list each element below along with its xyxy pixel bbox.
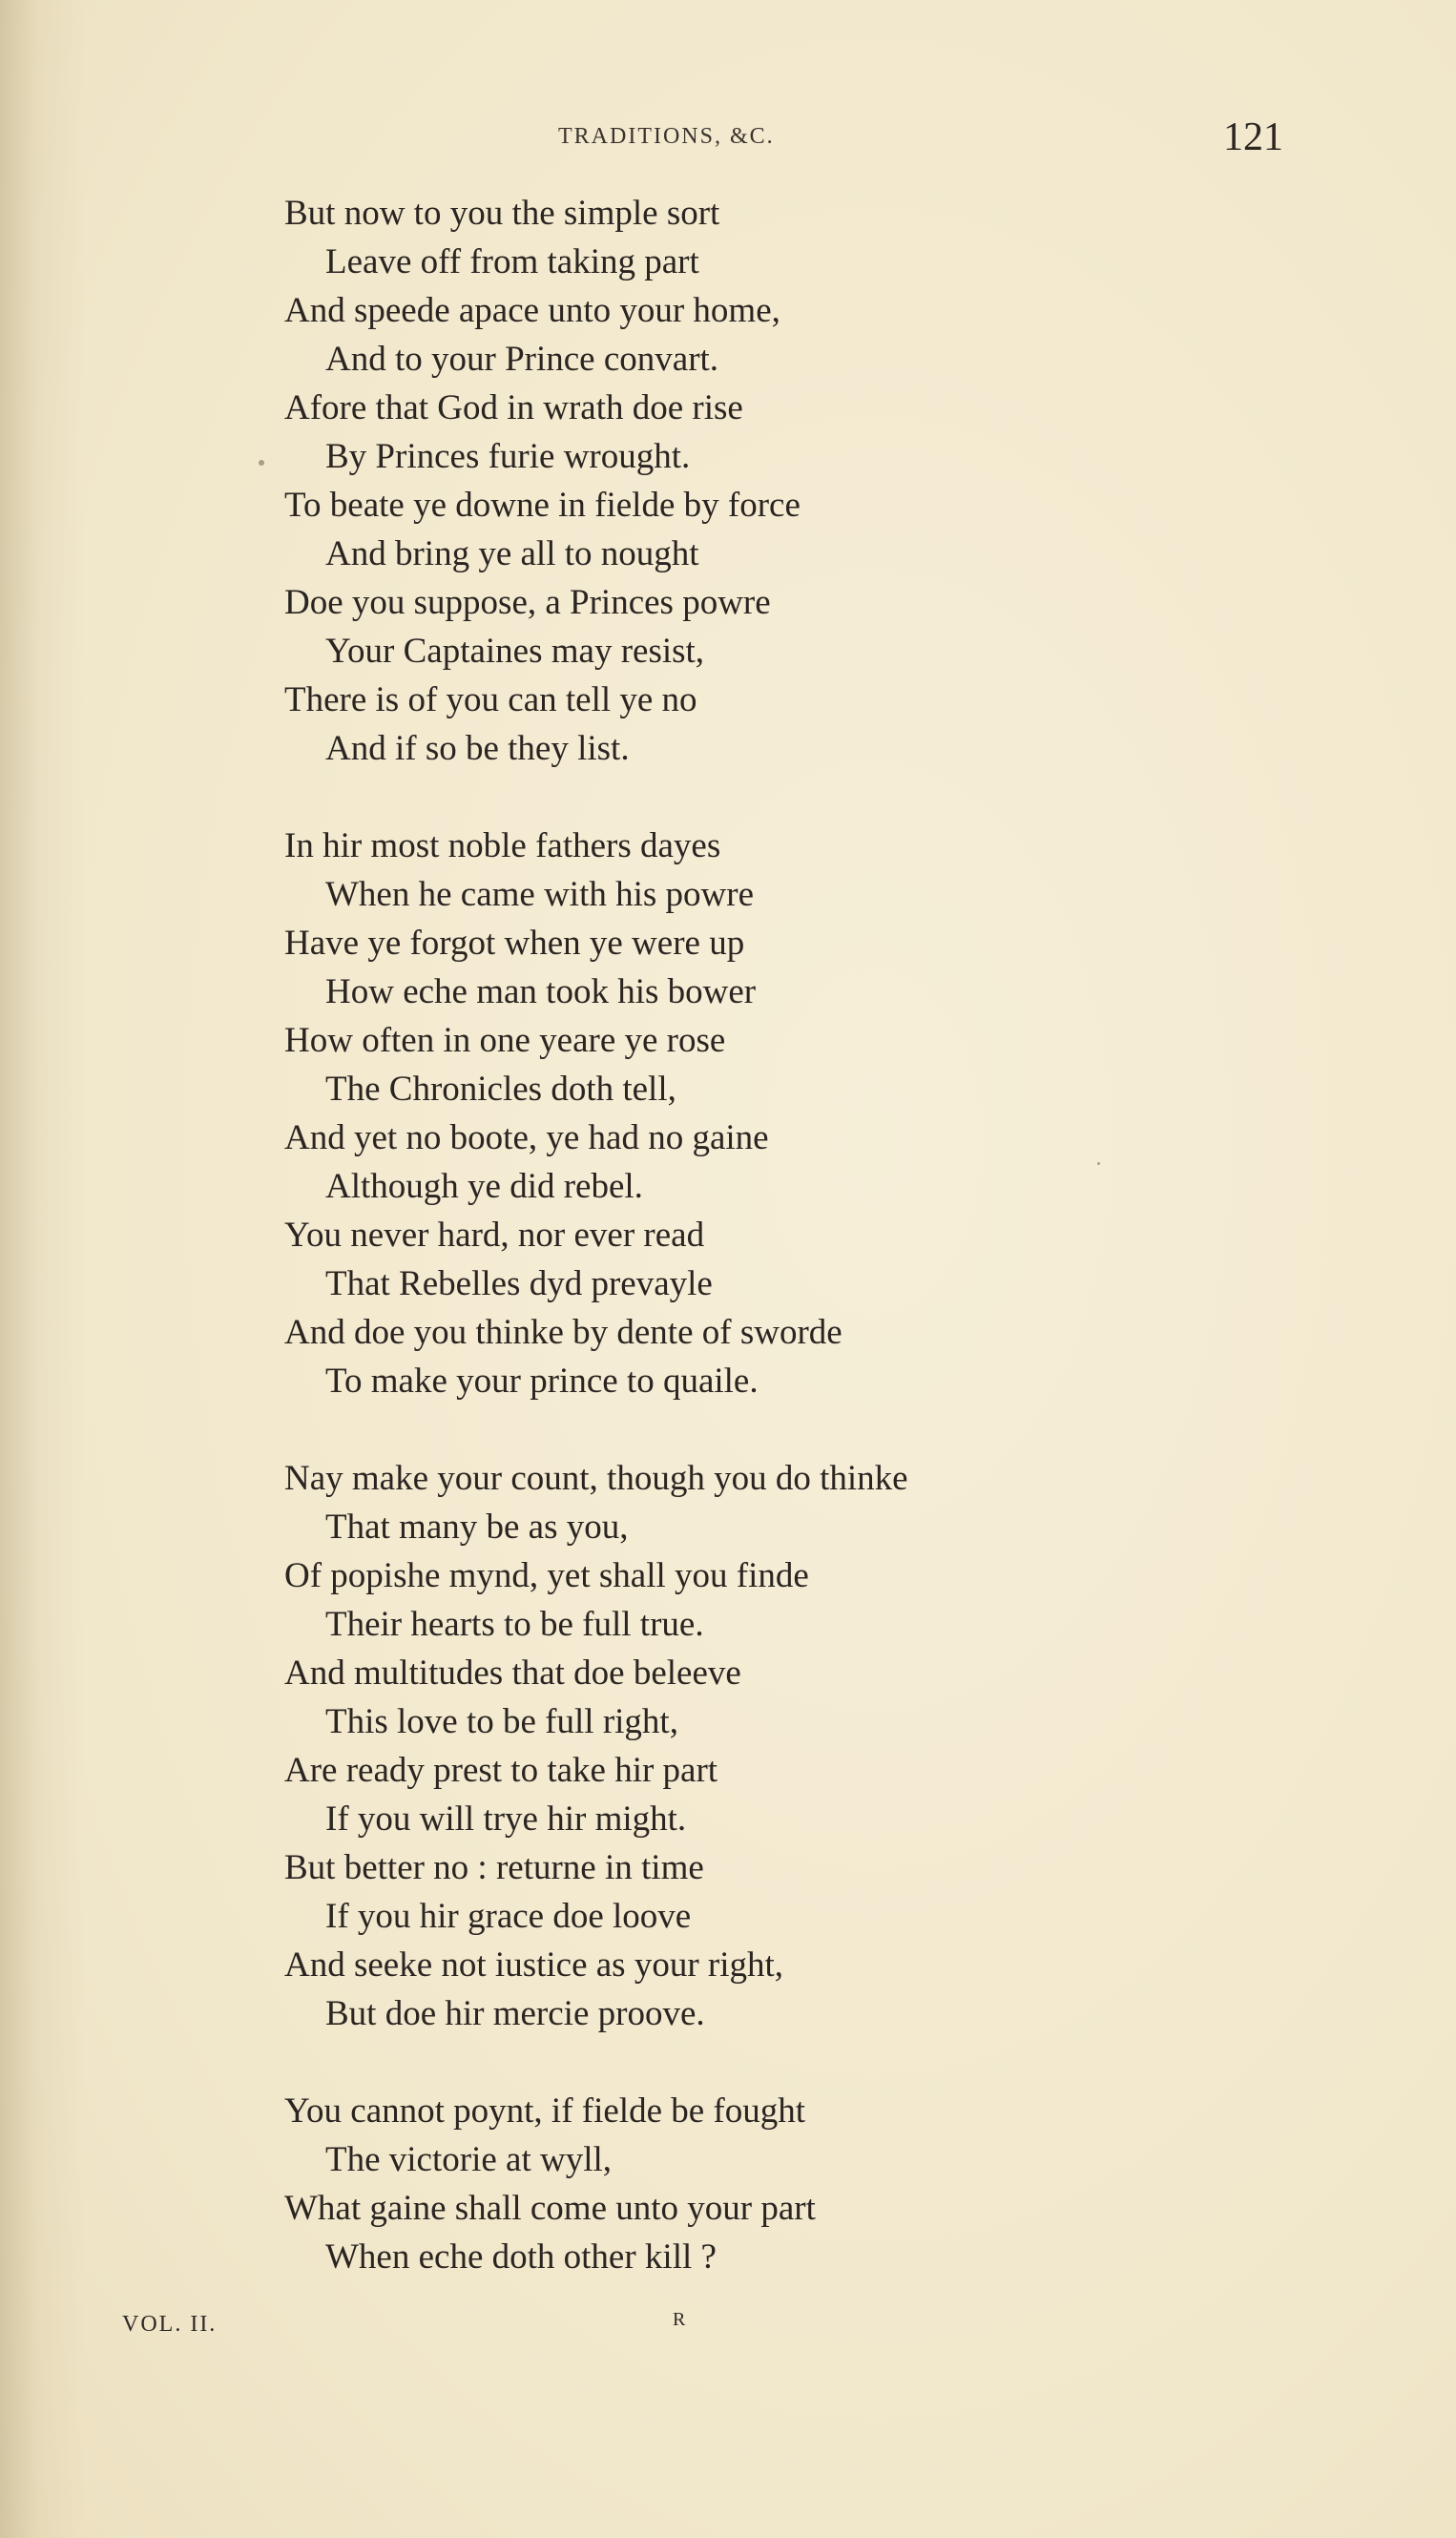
poem-line: To beate ye downe in fielde by force [284,486,801,525]
poem-line: There is of you can tell ye no [284,680,697,719]
poem-line: The victorie at wyll, [325,2140,613,2179]
poem-line: And if so be they list. [325,729,630,768]
poem-line: Nay make your count, though you do thinke [284,1459,908,1498]
poem-line: The Chronicles doth tell, [325,1070,676,1109]
poem-line: If you will trye hir might. [325,1799,687,1839]
poem-line: But doe hir mercie proove. [325,1994,705,2033]
poem-line: And seeke not iustice as your right, [284,1945,784,1985]
signature-mark: R [673,2309,686,2330]
poem-line: Are ready prest to take hir part [284,1751,718,1790]
poem-line: If you hir grace doe loove [325,1897,692,1936]
poem-line: This love to be full right, [325,1702,678,1741]
poem-line: But now to you the simple sort [284,194,720,233]
page-number: 121 [1223,115,1283,159]
poem-line: You never hard, nor ever read [284,1216,705,1255]
poem-line: Doe you suppose, a Princes powre [284,583,771,622]
paper-speck [1097,1162,1100,1165]
poem-line: And doe you thinke by dente of sworde [284,1313,842,1352]
poem-line: In hir most noble fathers dayes [284,826,721,865]
poem-line: Your Captaines may resist, [325,632,705,671]
poem-line: By Princes furie wrought. [325,437,691,476]
poem-line: And multitudes that doe beleeve [284,1654,741,1693]
poem-line: You cannot poynt, if fielde be fought [284,2091,806,2131]
poem-line: How often in one yeare ye rose [284,1021,726,1060]
stanza-3 [284,1454,1334,2038]
poem-line: And bring ye all to nought [325,534,699,573]
poem-line: That many be as you, [325,1508,629,1547]
page-header [0,114,1456,172]
poem-line: But better no : returne in time [284,1848,704,1887]
running-head: TRADITIONS, &C. [558,124,775,149]
poem-line: That Rebelles dyd prevayle [325,1264,713,1303]
poem-line: Although ye did rebel. [325,1167,643,1206]
volume-marker: VOL. II. [122,2312,218,2337]
poem-line: What gaine shall come unto your part [284,2189,816,2228]
poem-line: And to your Prince convart. [325,340,719,379]
poem-line: Their hearts to be full true. [325,1605,704,1644]
stanza-4 [284,2087,1334,2281]
poem-line: Leave off from taking part [325,242,699,281]
poem-line: Of popishe mynd, yet shall you finde [284,1556,809,1595]
poem-line: And speede apace unto your home, [284,291,780,330]
poem [284,189,1334,2330]
poem-line: And yet no boote, ye had no gaine [284,1118,769,1157]
poem-line: To make your prince to quaile. [325,1362,759,1401]
paper-speck [259,460,264,466]
poem-line: When he came with his powre [325,875,754,914]
poem-line: Afore that God in wrath doe rise [284,388,743,427]
stanza-1 [284,189,1334,773]
stanza-2 [284,822,1334,1405]
poem-line: Have ye forgot when ye were up [284,924,745,963]
poem-line: How eche man took his bower [325,972,757,1011]
poem-line: When eche doth other kill ? [325,2237,717,2277]
